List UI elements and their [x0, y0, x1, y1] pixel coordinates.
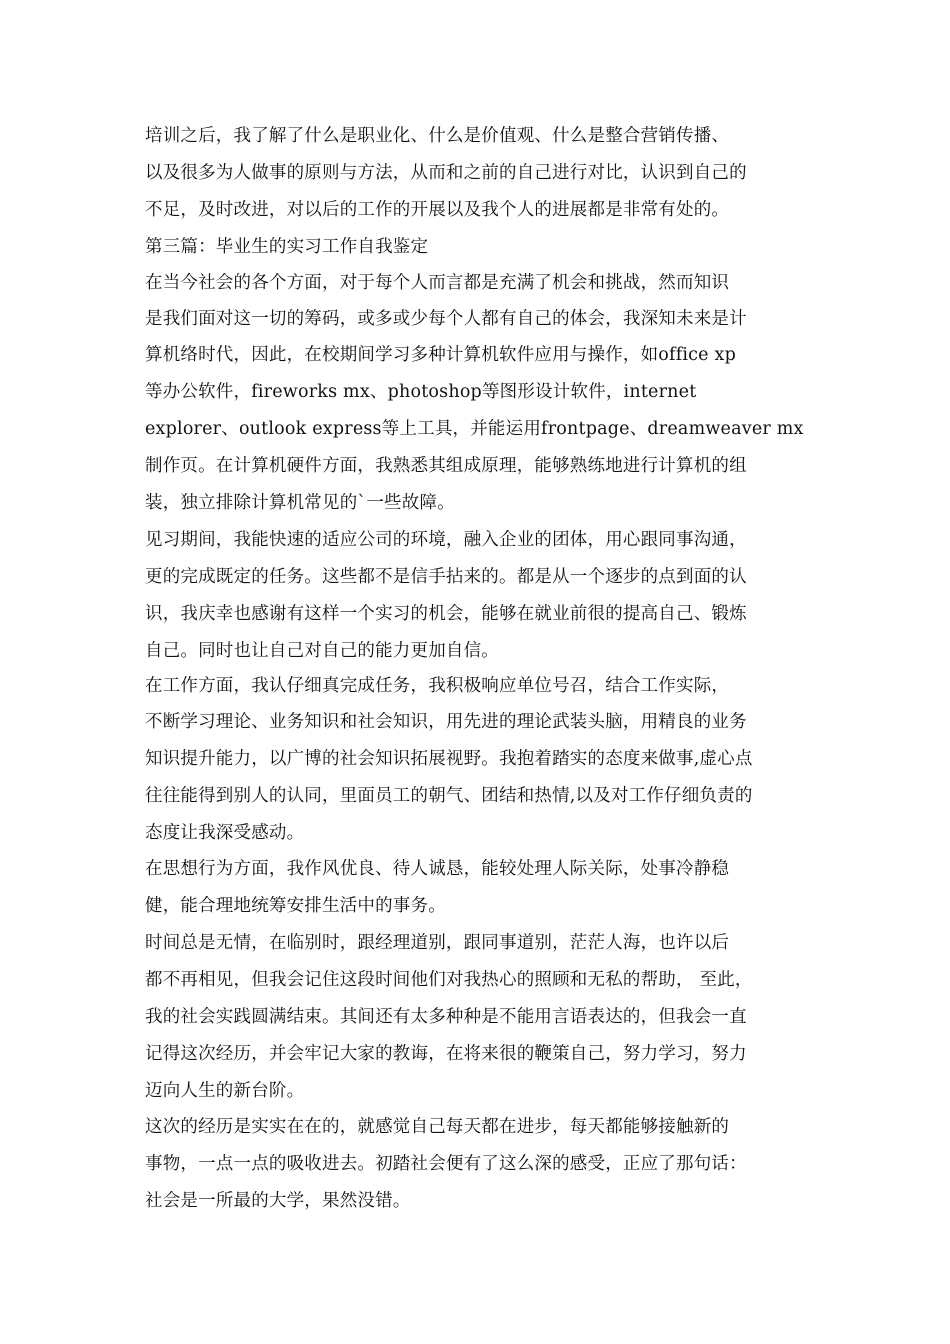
section-heading: 第三篇：毕业生的实习工作自我鉴定: [145, 237, 429, 257]
text-line: 更的完成既定的任务。这些都不是信手拈来的。都是从一个逐步的点到面的认: [145, 567, 747, 587]
text-line: 态度让我深受感动。: [145, 823, 305, 843]
text-line: 等办公软件，fireworks mx、photoshop等图形设计软件，internet: [145, 382, 697, 402]
text-line: 这次的经历是实实在在的，就感觉自己每天都在进步，每天都能够接触新的: [145, 1117, 730, 1137]
text-line: 时间总是无情，在临别时，跟经理道别，跟同事道别，茫茫人海，也许以后: [145, 933, 730, 953]
text-line: 见习期间，我能快速的适应公司的环境，融入企业的团体，用心跟同事沟通，: [145, 530, 747, 550]
text-line: 识，我庆幸也感谢有这样一个实习的机会，能够在就业前很的提高自己、锻炼: [145, 604, 747, 624]
text-line: 在当今社会的各个方面，对于每个人而言都是充满了机会和挑战，然而知识: [145, 273, 730, 293]
text-line: 事物，一点一点的吸收进去。初踏社会便有了这么深的感受，正应了那句话：: [145, 1154, 747, 1174]
text-line: 培训之后，我了解了什么是职业化、什么是价值观、什么是整合营销传播、: [145, 126, 730, 146]
text-line: 知识提升能力，以广博的社会知识拓展视野。我抱着踏实的态度来做事,虚心点: [145, 749, 753, 769]
text-line: 记得这次经历，并会牢记大家的教诲，在将来很的鞭策自己，努力学习，努力: [145, 1044, 747, 1064]
text-line: 算机络时代，因此，在校期间学习多种计算机软件应用与操作，如office xp: [145, 345, 736, 365]
text-line: 在思想行为方面，我作风优良、待人诚恳，能较处理人际关际，处事冷静稳: [145, 859, 730, 879]
text-line: explorer、outlook express等上工具，并能运用frontpage、dreamweaver mx: [145, 419, 804, 439]
text-line: 我的社会实践圆满结束。其间还有太多种种是不能用言语表达的，但我会一直: [145, 1007, 747, 1027]
text-line: 以及很多为人做事的原则与方法，从而和之前的自己进行对比，认识到自己的: [145, 163, 747, 183]
text-line: 迈向人生的新台阶。: [145, 1081, 305, 1101]
text-line: 往往能得到别人的认同，里面员工的朝气、团结和热情,以及对工作仔细负责的: [145, 786, 753, 806]
text-line: 是我们面对这一切的筹码，或多或少每个人都有自己的体会，我深知未来是计: [145, 309, 747, 329]
text-line: 不断学习理论、业务知识和社会知识，用先进的理论武装头脑，用精良的业务: [145, 712, 747, 732]
text-line: 社会是一所最的大学，果然没错。: [145, 1191, 411, 1211]
text-line: 自己。同时也让自己对自己的能力更加自信。: [145, 641, 499, 661]
text-line: 装，独立排除计算机常见的`一些故障。: [145, 493, 455, 513]
text-line: 制作页。在计算机硬件方面，我熟悉其组成原理，能够熟练地进行计算机的组: [145, 456, 747, 476]
text-line: 在工作方面，我认仔细真完成任务，我积极响应单位号召，结合工作实际，: [145, 676, 730, 696]
text-line: 健，能合理地统筹安排生活中的事务。: [145, 896, 446, 916]
text-line: 不足，及时改进，对以后的工作的开展以及我个人的进展都是非常有处的。: [145, 200, 730, 220]
text-line: 都不再相见，但我会记住这段时间他们对我热心的照顾和无私的帮助， 至此，: [145, 970, 753, 990]
